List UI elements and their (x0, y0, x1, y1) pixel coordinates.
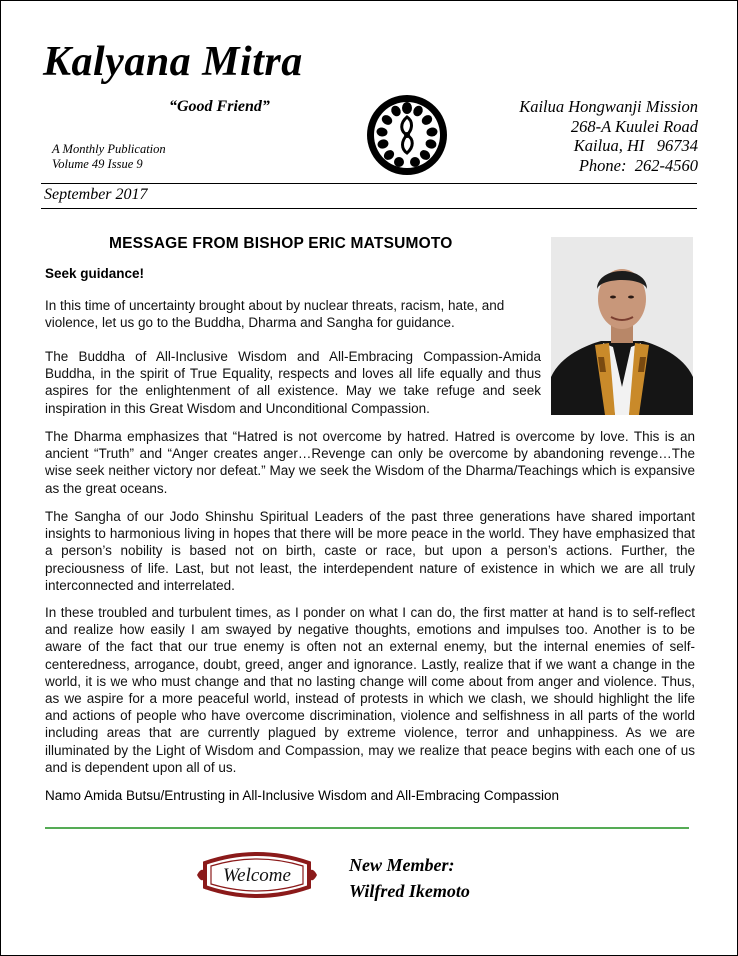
volume-issue: Volume 49 Issue 9 (52, 157, 143, 171)
publication-type: A Monthly Publication (52, 142, 166, 156)
phone-number: Phone: 262-4560 (578, 155, 698, 175)
new-member-name: Wilfred Ikemoto (349, 881, 470, 901)
welcome-banner-icon (195, 845, 319, 905)
newsletter-title: Kalyana Mitra (43, 39, 303, 85)
article-paragraph: The Buddha of All-Inclusive Wisdom and All-Embracing Compassion-Amida Buddha, in the spirit of True Equality, respects and loves all life equally and thus aspires for the enlightenment of all existence. May we take refuge and seek inspiration in this Great Wisdom and Unconditional Compassion. (45, 349, 541, 416)
article-paragraph: In these troubled and turbulent times, as I ponder on what I can do, the first matter at hand is to self-reflect and realize how easily I am swayed by negative thoughts, emotions and impulses too. Another is to be aware of the fact that our true enemy is often not an external enemy, but the internal enemies of self-centeredness, arrogance, doubt, greed, anger and ignorance. Lastly, realize that if we want a change in the world, it is we who must change and that no lasting change will come about from anger and violence. Thus, as we aspire for a more peaceful world, instead of protests in which we clash, we should highlight the life and actions of people who have overcome discrimination, violence and selfishness in all parts of the world including areas that are currently plagued by extreme violence, terror and unhappiness. As we are illuminated by the Light of Wisdom and Compassion, may we realize that peace begins with each one of us and is dependent upon all of us. (45, 605, 695, 775)
article-paragraph: The Sangha of our Jodo Shinshu Spiritual Leaders of the past three generations have shared important insights to harmonious living in hopes that there will be more peace in the world. They have emphasized that a person’s nobility is based not on birth, caste or race, but upon a person’s actions. Further, the preciousness of life. Last, but not least, the interdependent nature of existence in which we are all truly interconnected and interrelated. (45, 509, 695, 593)
mission-name: Kailua Hongwanji Mission (519, 97, 698, 116)
welcome-text: Welcome (223, 865, 291, 886)
new-member-notice (349, 852, 470, 904)
date-bar (41, 183, 697, 209)
newsletter-tagline: “Good Friend” (169, 98, 270, 115)
bishop-photo (551, 237, 693, 415)
article-headline: MESSAGE FROM BISHOP ERIC MATSUMOTO (109, 235, 453, 252)
section-divider (45, 827, 689, 829)
article-paragraph: In this time of uncertainty brought about by nuclear threats, racism, hate, and violence, let us go to the Buddha, Dharma and Sangha for guidance. (45, 298, 505, 331)
city-state-zip: Kailua, HI 96734 (573, 136, 698, 155)
mission-address (519, 97, 698, 175)
article-closing: Namo Amida Butsu/Entrusting in All-Inclusive Wisdom and All-Embracing Compassion (45, 788, 559, 803)
welcome-badge (195, 845, 319, 905)
article-subhead: Seek guidance! (45, 266, 145, 281)
street-address: 268-A Kuulei Road (570, 116, 698, 136)
bishop-portrait-icon (551, 237, 693, 415)
new-member-heading: New Member: (349, 855, 455, 875)
issue-date: September 2017 (44, 186, 148, 203)
wisteria-crest-icon (365, 93, 449, 177)
article-paragraph: The Dharma emphasizes that “Hatred is not overcome by hatred. Hatred is overcome by love. This is an ancient “Truth” and “Anger creates anger…Revenge can only be overcome by abandoning revenge…The wise seek neither victory nor defeat.” May we seek the Wisdom of the Dharma/Teachings which is expansive as the great oceans. (45, 429, 695, 496)
publication-info (52, 142, 166, 172)
